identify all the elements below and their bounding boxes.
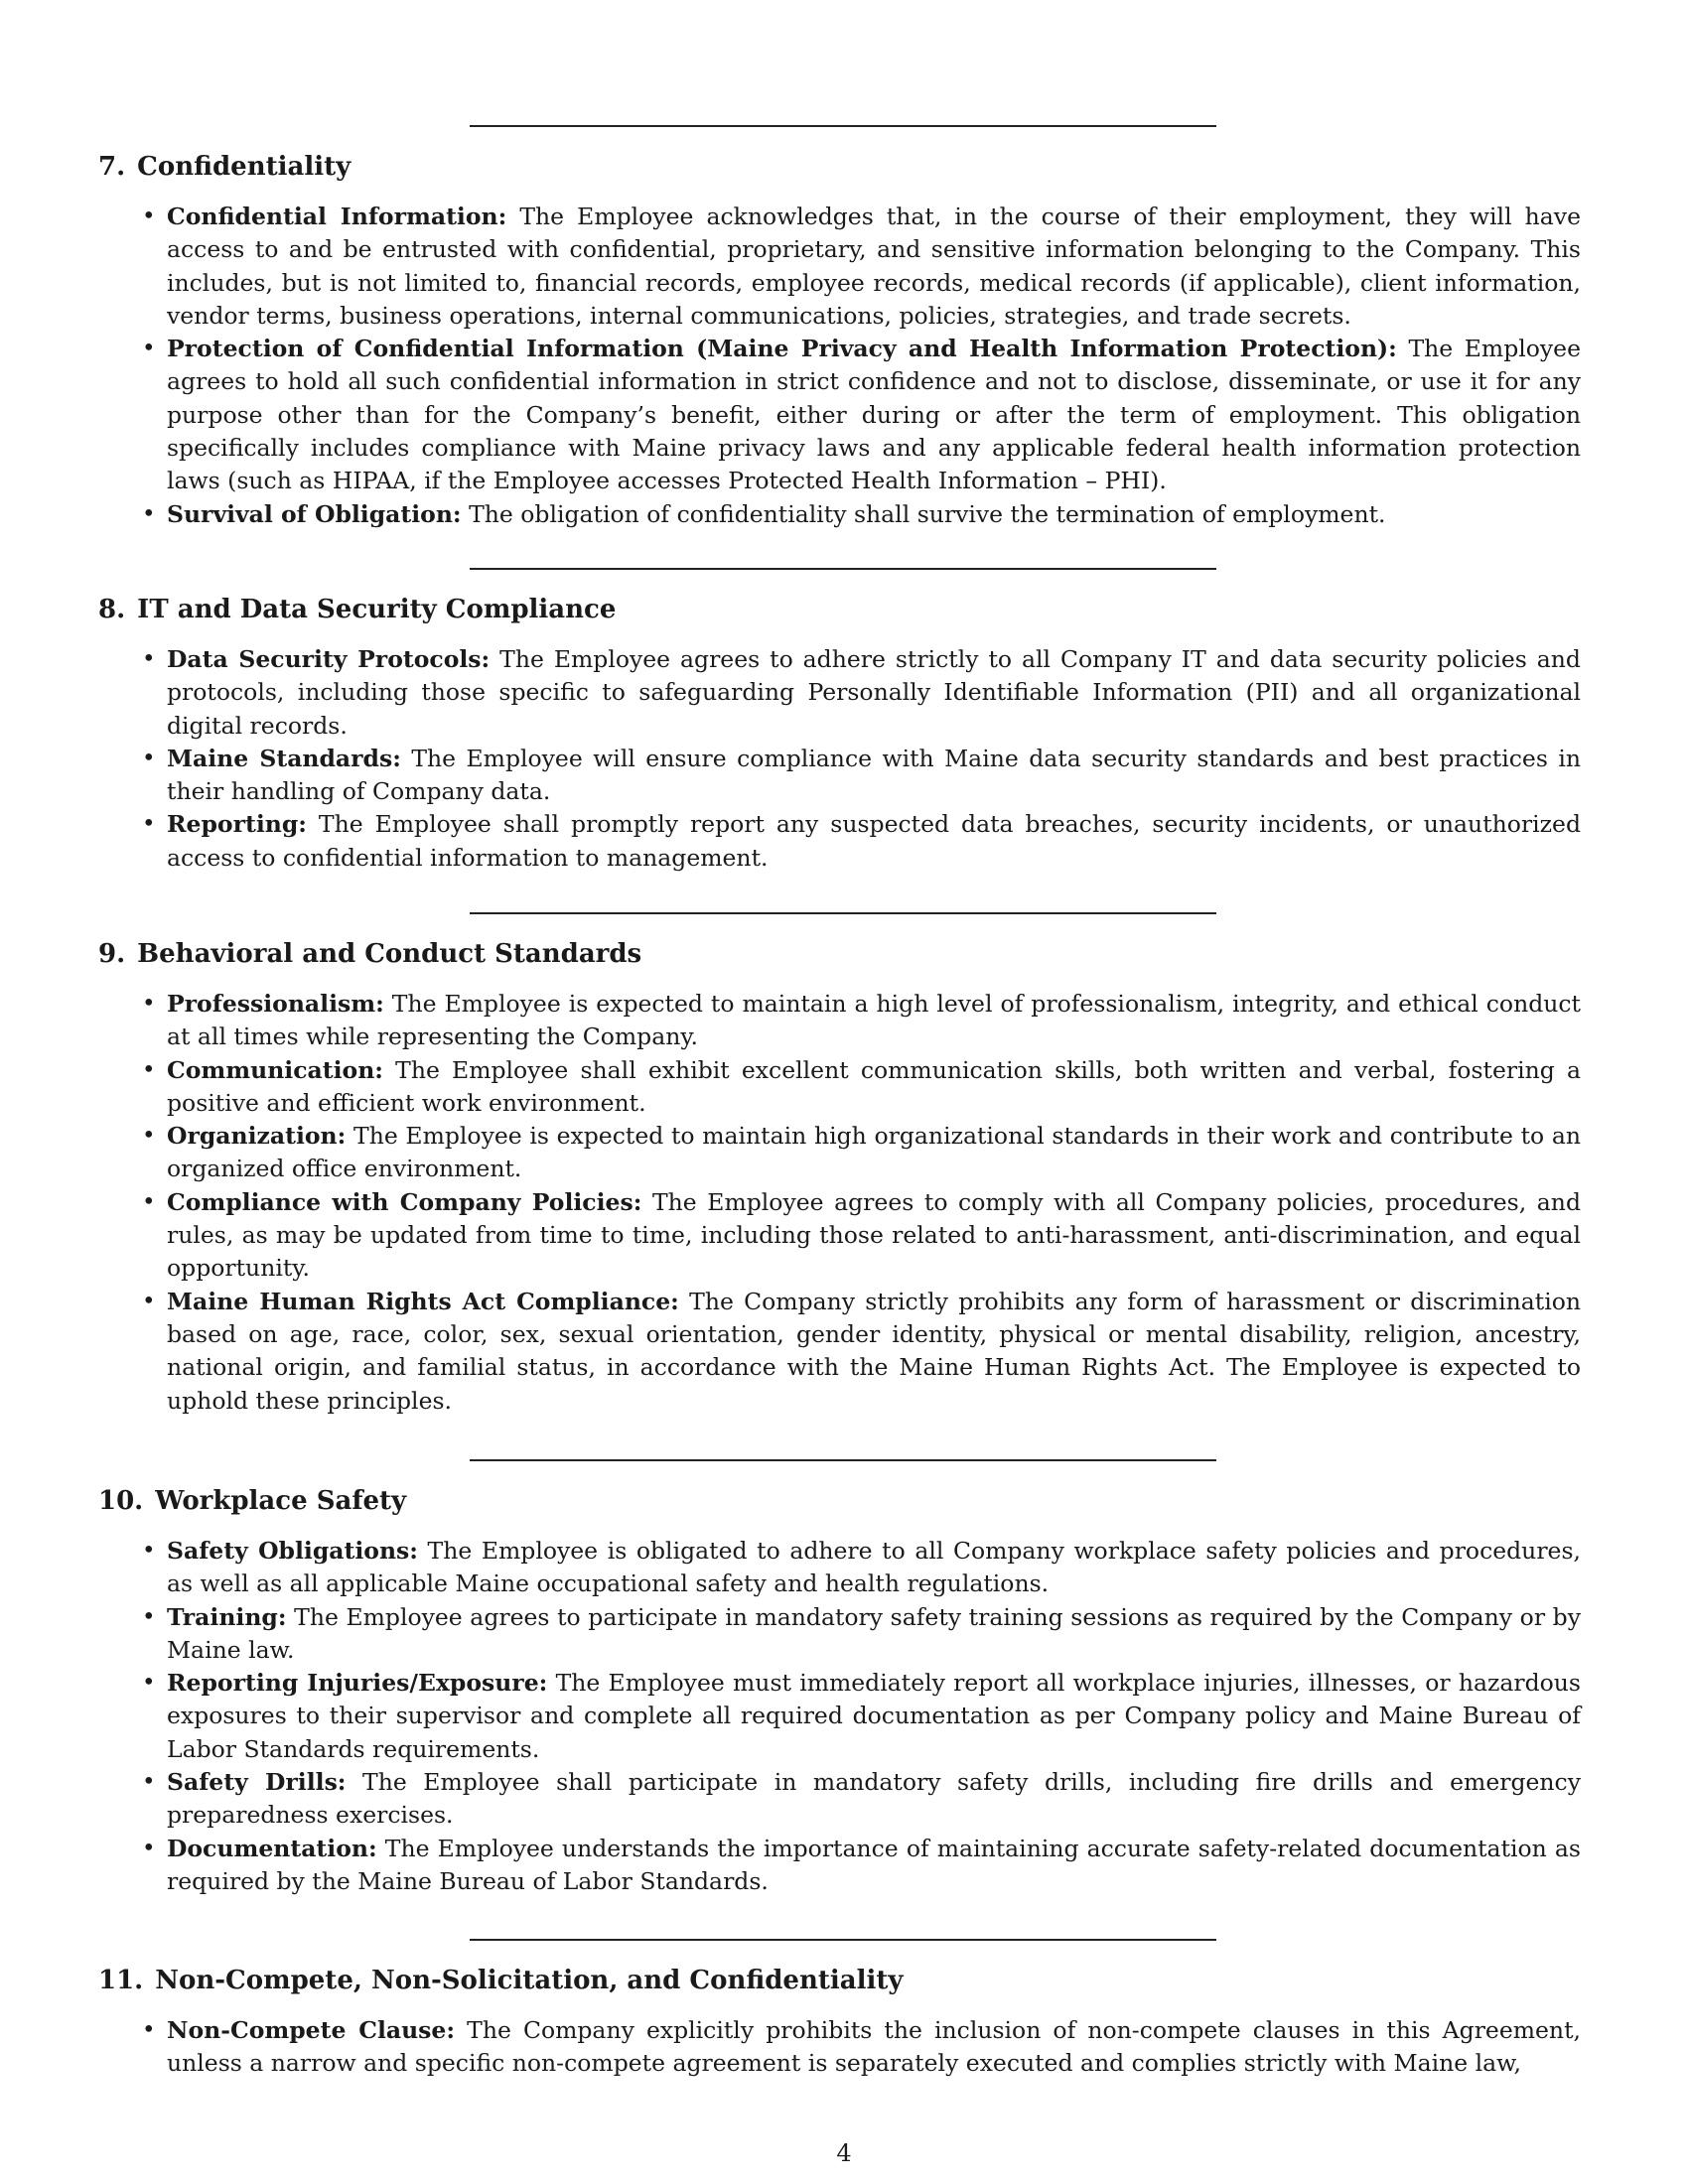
item-text: The Employee agrees to hold all such confidential information in strict confidence and not to disclose, disseminate, or use it for any purpose other than for the Company’s benefit, either during or after the term of employment. This obligation specifically includes compliance with Maine privacy laws and any applicable federal health information protection laws (such as HIPAA, if the Employee accesses Protected Health Information – PHI). <box>167 335 1581 495</box>
item-label: Organization: <box>167 1122 347 1151</box>
item-label: Safety Obligations: <box>167 1537 418 1565</box>
item-label: Maine Standards: <box>167 744 401 772</box>
list-item <box>167 1054 1581 1121</box>
section-9-list <box>167 988 1581 1418</box>
item-label: Safety Drills: <box>167 1768 347 1797</box>
item-text: The Employee is expected to maintain high organizational standards in their work and contribute to an organized office environment. <box>167 1122 1581 1183</box>
item-text: The Employee shall promptly report any suspected data breaches, security incidents, or unauthorized access to confidential information to management. <box>167 810 1581 872</box>
item-text: The Employee must immediately report all workplace injuries, illnesses, or hazardous exposures to their supervisor and complete all required documentation as per Company policy and Maine Bureau of Labor Standards requirements. <box>167 1669 1581 1763</box>
item-text: The Employee shall participate in mandatory safety drills, including fire drills and emergency preparedness exercises. <box>167 1768 1581 1830</box>
item-text: The Employee agrees to adhere strictly to all Company IT and data security policies and protocols, including those specific to safeguarding Personally Identifiable Information (PII) and all organizational digital records. <box>167 645 1581 740</box>
item-label: Reporting Injuries/Exposure: <box>167 1669 548 1698</box>
item-label: Training: <box>167 1602 287 1631</box>
section-heading-conduct <box>98 938 641 971</box>
section-number: 9. <box>98 939 126 969</box>
list-item <box>167 1535 1581 1601</box>
item-text: The Company explicitly prohibits the inclusion of non-compete clauses in this Agreement, unless a narrow and specific non-compete agreement is separately executed and complies strictly with Maine law, <box>167 2016 1581 2078</box>
item-label: Non-Compete Clause: <box>167 2016 456 2044</box>
section-title: Behavioral and Conduct Standards <box>137 939 642 969</box>
section-title: Confidentiality <box>137 152 352 182</box>
list-item <box>167 1286 1581 1418</box>
section-divider <box>470 1459 1216 1461</box>
section-heading-it-security <box>98 594 616 626</box>
section-divider <box>470 568 1216 570</box>
section-10-list <box>167 1535 1581 1898</box>
section-11-list <box>167 2014 1581 2081</box>
item-text: The Employee agrees to participate in mandatory safety training sessions as required by the Company or by Maine law. <box>167 1602 1581 1664</box>
item-label: Survival of Obligation: <box>167 499 462 528</box>
item-text: The Employee agrees to comply with all Company policies, procedures, and rules, as may be updated from time to time, including those related to anti-harassment, anti-discrimination, and equal opportunity. <box>167 1187 1581 1283</box>
item-label: Documentation: <box>167 1834 377 1862</box>
page-number: 4 <box>836 2139 852 2167</box>
list-item <box>167 1601 1581 1668</box>
list-item <box>167 498 1581 531</box>
section-heading-confidentiality <box>98 151 351 184</box>
item-text: The Employee acknowledges that, in the course of their employment, they will have access to and be entrusted with confidential, proprietary, and sensitive information belonging to the Company. This includes, but is not limited to, financial records, employee records, medical records (if applicable), client information, vendor terms, business operations, internal communications, policies, strategies, and trade secrets. <box>167 203 1581 330</box>
section-title: Workplace Safety <box>155 1486 407 1516</box>
section-number: 7. <box>98 152 126 182</box>
item-text: The Employee will ensure compliance with Maine data security standards and best practices in their handling of Company data. <box>167 744 1581 806</box>
section-8-list <box>167 643 1581 875</box>
section-number: 8. <box>98 595 126 624</box>
list-item <box>167 743 1581 809</box>
item-label: Maine Human Rights Act Compliance: <box>167 1287 679 1315</box>
section-title: Non-Compete, Non-Solicitation, and Confidentiality <box>155 1966 904 1995</box>
item-label: Confidential Information: <box>167 203 507 230</box>
section-title: IT and Data Security Compliance <box>137 595 617 624</box>
list-item <box>167 1766 1581 1833</box>
item-text: The Employee understands the importance of maintaining accurate safety-related documentation as required by the Maine Bureau of Labor Standards. <box>167 1834 1581 1895</box>
list-item <box>167 2014 1581 2081</box>
item-label: Data Security Protocols: <box>167 645 491 673</box>
item-label: Professionalism: <box>167 990 384 1018</box>
list-item <box>167 1120 1581 1186</box>
section-divider <box>470 1939 1216 1941</box>
section-heading-non-compete <box>98 1965 904 1997</box>
list-item <box>167 201 1581 333</box>
section-7-list <box>167 201 1581 531</box>
section-divider <box>470 125 1216 127</box>
section-number: 11. <box>98 1966 144 1995</box>
list-item <box>167 988 1581 1054</box>
list-item <box>167 643 1581 743</box>
section-heading-safety <box>98 1485 406 1518</box>
section-divider <box>470 912 1216 914</box>
list-item <box>167 333 1581 497</box>
list-item <box>167 1833 1581 1899</box>
item-label: Compliance with Company Policies: <box>167 1187 642 1216</box>
item-text: The Employee is expected to maintain a high level of professionalism, integrity, and ethical conduct at all times while representing the Company. <box>167 990 1581 1051</box>
item-text: The Employee shall exhibit excellent communication skills, both written and verbal, fostering a positive and efficient work environment. <box>167 1055 1581 1117</box>
item-text: The Employee is obligated to adhere to all Company workplace safety policies and procedures, as well as all applicable Maine occupational safety and health regulations. <box>167 1537 1581 1598</box>
list-item <box>167 808 1581 875</box>
item-label: Reporting: <box>167 810 307 839</box>
item-label: Communication: <box>167 1055 383 1084</box>
list-item <box>167 1186 1581 1286</box>
item-label: Protection of Confidential Information (Maine Privacy and Health Information Protection): <box>167 335 1397 363</box>
section-number: 10. <box>98 1486 144 1516</box>
list-item <box>167 1667 1581 1766</box>
item-text: The Company strictly prohibits any form of harassment or discrimination based on age, race, color, sex, sexual orientation, gender identity, physical or mental disability, religion, ancestry, national origin, and familial status, in accordance with the Maine Human Rights Act. The Employee is expected to uphold these principles. <box>167 1287 1581 1415</box>
item-text: The obligation of confidentiality shall survive the termination of employment. <box>469 499 1386 528</box>
